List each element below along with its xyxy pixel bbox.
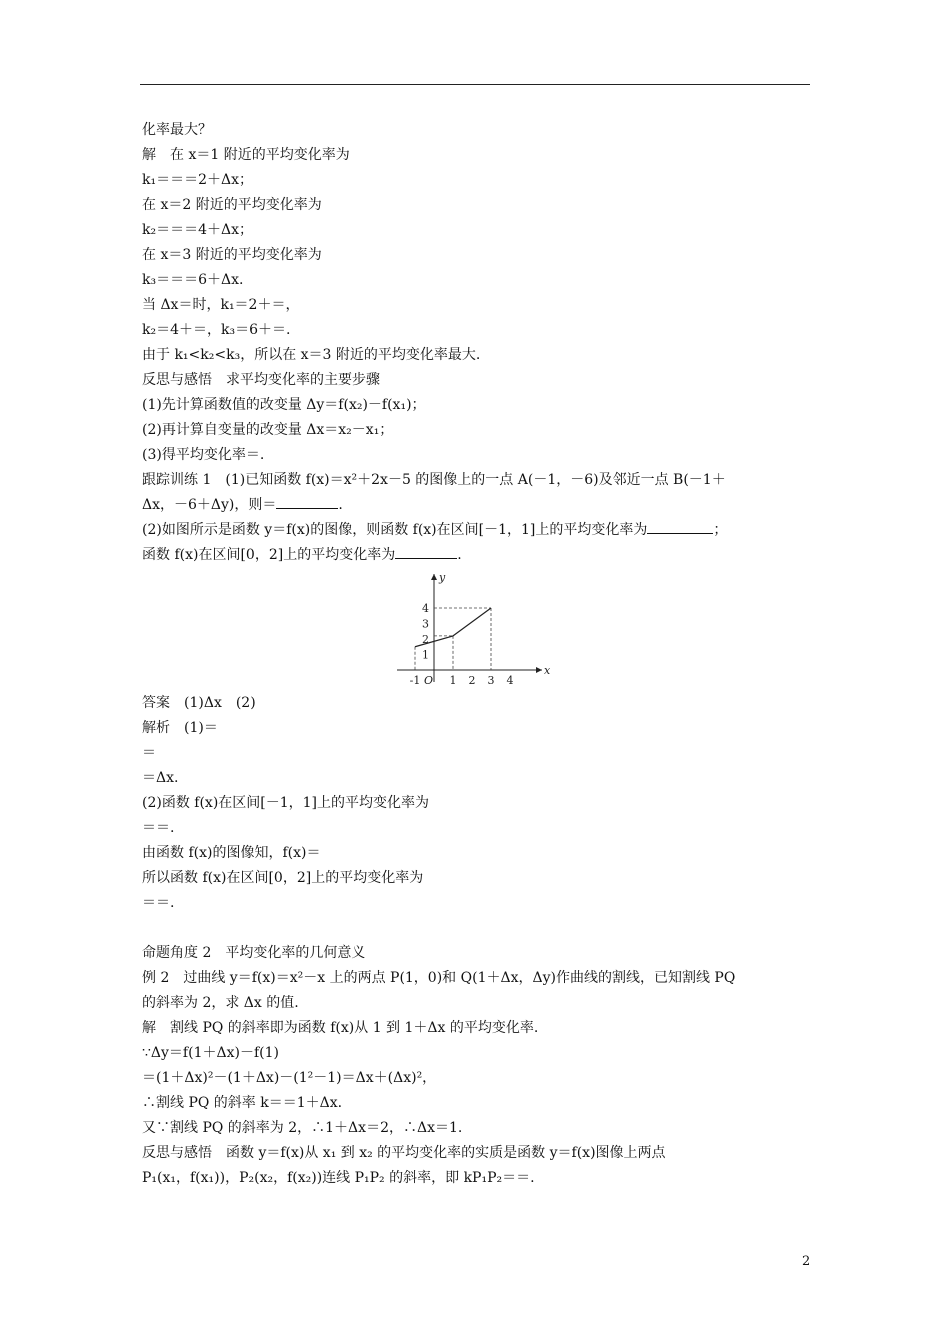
text-line: (1)先计算函数值的改变量 Δy＝f(x₂)－f(x₁)； [142,397,426,413]
x-axis-arrow [536,667,542,673]
x-tick-label: -1 [409,674,421,687]
exercise-heading: 跟踪训练 1 (1)已知函数 f(x)＝x²＋2x－5 的图像上的一点 A(－1，－6)及邻近一点 B(－1＋ [142,472,726,488]
text-line: (2)函数 f(x)在区间[－1，1]上的平均变化率为 [142,795,430,811]
section-heading: 反思与感悟 函数 y＝f(x)从 x₁ 到 x₂ 的平均变化率的实质是函数 y＝f(x)图像上两点 [142,1145,666,1161]
text-line: 解 割线 PQ 的斜率即为函数 f(x)从 1 到 1＋Δx 的平均变化率. [142,1020,539,1036]
text-segment: 函数 f(x)在区间[0，2]上的平均变化率为 [142,547,396,563]
origin-label: O [424,674,434,687]
text-line: 在 x＝3 附近的平均变化率为 [142,247,322,263]
answer-blank [276,494,338,509]
text-line: ∴割线 PQ 的斜率 k＝＝1＋Δx. [142,1095,343,1111]
y-axis-arrow [431,574,437,580]
function-graph-figure [142,568,814,691]
text-line: P₁(x₁，f(x₁))，P₂(x₂，f(x₂))连线 P₁P₂ 的斜率，即 kP₁P₂＝＝. [142,1170,535,1186]
page-content [142,118,814,1191]
text-line: 在 x＝2 附近的平均变化率为 [142,197,322,213]
graph-axes [397,574,542,682]
text-line: 解析 (1)＝ [142,720,218,736]
text-line: 由函数 f(x)的图像知，f(x)＝ [142,845,321,861]
text-line: (3)得平均变化率＝. [142,447,265,463]
text-line: k₁＝＝＝2＋Δx； [142,172,254,188]
spacer [142,916,814,941]
x-tick-label: 1 [449,674,457,687]
page-number: 2 [802,1254,811,1269]
y-tick-label: 3 [422,617,429,631]
text-line [142,543,814,568]
text-line: 又∵割线 PQ 的斜率为 2，∴1＋Δx＝2，∴Δx＝1. [142,1120,463,1136]
x-tick-label: 4 [506,674,514,687]
text-line: k₂＝＝＝4＋Δx； [142,222,254,238]
text-segment: ； [713,522,728,538]
text-line: ＝(1＋Δx)²－(1＋Δx)－(1²－1)＝Δx＋(Δx)²， [142,1070,437,1086]
text-line: ∵Δy＝f(1＋Δx)－f(1) [142,1045,279,1061]
text-line: (2)再计算自变量的改变量 Δx＝x₂－x₁； [142,422,394,438]
text-line: 解 在 x＝1 附近的平均变化率为 [142,147,350,163]
answer-line: 答案 (1)Δx (2) [142,695,256,711]
text-line: ＝＝. [142,820,175,836]
text-line: 所以函数 f(x)在区间[0，2]上的平均变化率为 [142,870,424,886]
text-line: ＝Δx. [142,770,179,786]
y-tick-label: 4 [422,602,429,615]
text-line [142,518,814,543]
text-segment: (2)如图所示是函数 y＝f(x)的图像，则函数 f(x)在区间[－1，1]上的平均变化率为 [142,522,648,538]
section-heading: 反思与感悟 求平均变化率的主要步骤 [142,372,380,388]
answer-blank [395,544,457,559]
text-line: 由于 k₁<k₂<k₃，所以在 x＝3 附近的平均变化率最大. [142,347,481,363]
text-line [142,493,814,518]
section-heading: 命题角度 2 平均变化率的几何意义 [142,945,366,961]
text-line: ＝＝. [142,895,175,911]
text-line: 化率最大？ [142,122,212,138]
text-line: ＝ [142,745,156,761]
x-axis-label: x [544,664,551,677]
text-segment: Δx，－6＋Δy)，则＝ [142,497,277,513]
text-line: k₃＝＝＝6＋Δx. [142,272,244,288]
y-tick-label: 1 [422,648,429,662]
x-tick-label: 2 [468,674,476,687]
text-line: k₂＝4＋＝，k₃＝6＋＝. [142,322,291,338]
text-line: 的斜率为 2，求 Δx 的值. [142,995,299,1011]
text-line: 当 Δx＝时，k₁＝2＋＝， [142,297,300,313]
function-graph [392,572,552,687]
example-heading: 例 2 过曲线 y＝f(x)＝x²－x 上的两点 P(1，0)和 Q(1＋Δx，Δy)作曲线的割线，已知割线 PQ [142,970,736,986]
x-tick-label: 3 [487,674,495,687]
text-segment: . [338,497,343,513]
answer-blank [647,519,713,534]
y-axis-label: y [439,572,446,584]
y-tick-label: 2 [422,633,429,646]
header-rule [140,84,810,85]
text-segment: . [457,547,462,563]
